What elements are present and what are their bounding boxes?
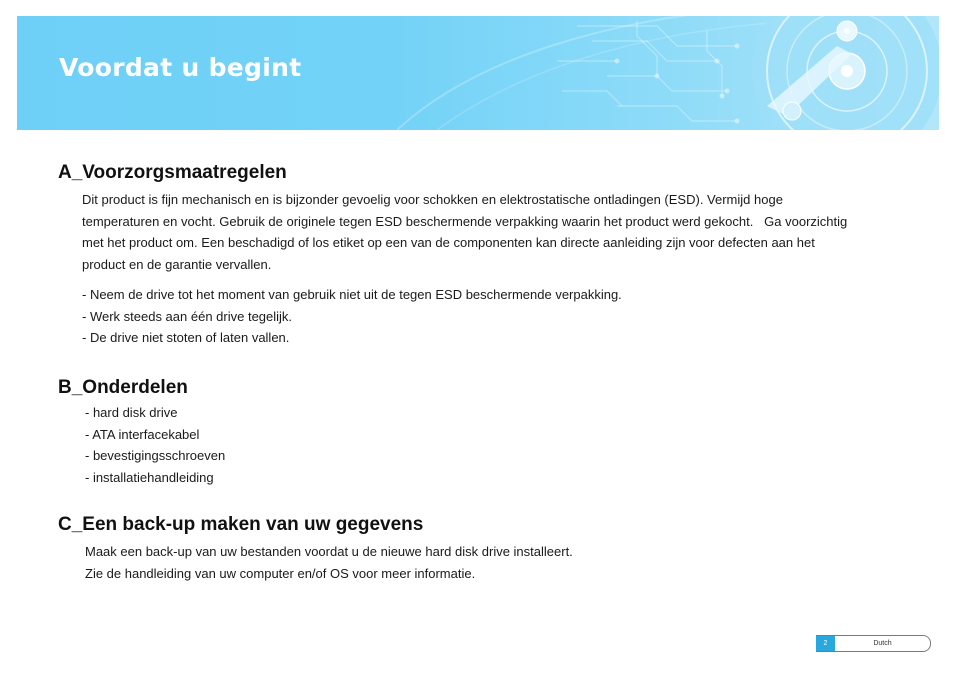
section-c-paragraph xyxy=(85,541,573,585)
section-b-list xyxy=(85,402,225,488)
list-item: - Werk steeds aan één drive tegelijk. xyxy=(82,308,293,324)
list-item: - ATA interfacekabel xyxy=(85,426,200,442)
list-item: - hard disk drive xyxy=(85,405,178,420)
header-banner xyxy=(17,16,939,130)
section-b-heading: B_Onderdelen xyxy=(58,377,188,398)
paragraph-line: product en de garantie vervallen. xyxy=(82,256,272,272)
list-item: - De drive niet stoten of laten vallen. xyxy=(82,330,290,346)
page-footer xyxy=(816,635,931,652)
page-title: Voordat u begint xyxy=(59,53,302,82)
section-a-heading: A_Voorzorgsmaatregelen xyxy=(58,162,287,183)
section-c-heading: C_Een back-up maken van uw gegevens xyxy=(58,514,424,535)
paragraph-line: Maak een back-up van uw bestanden voordat u de nieuwe hard disk drive installeert. xyxy=(85,544,573,559)
paragraph-line: temperaturen en vocht. Gebruik de originele tegen ESD beschermende verpakking waarin het product werd gekocht. Ga voorzichtig xyxy=(82,213,848,229)
list-item: - installatiehandleiding xyxy=(85,469,214,485)
paragraph-line: Zie de handleiding van uw computer en/of OS voor meer informatie. xyxy=(85,566,476,581)
list-item: - bevestigingsschroeven xyxy=(85,448,226,464)
list-item: - Neem de drive tot het moment van gebruik niet uit de tegen ESD beschermende verpakking. xyxy=(82,287,622,302)
page-number: 2 xyxy=(816,636,835,651)
paragraph-line: Dit product is fijn mechanisch en is bijzonder gevoelig voor schokken en elektrostatische ontladingen (ESD). Vermijd hoge xyxy=(82,192,783,207)
section-a-list xyxy=(82,284,622,349)
paragraph-line: met het product om. Een beschadigd of los etiket op een van de componenten kan directe aanleiding zijn voor defecten aan het xyxy=(82,235,815,250)
language-label: Dutch xyxy=(873,640,892,647)
section-a-paragraph xyxy=(82,189,922,275)
